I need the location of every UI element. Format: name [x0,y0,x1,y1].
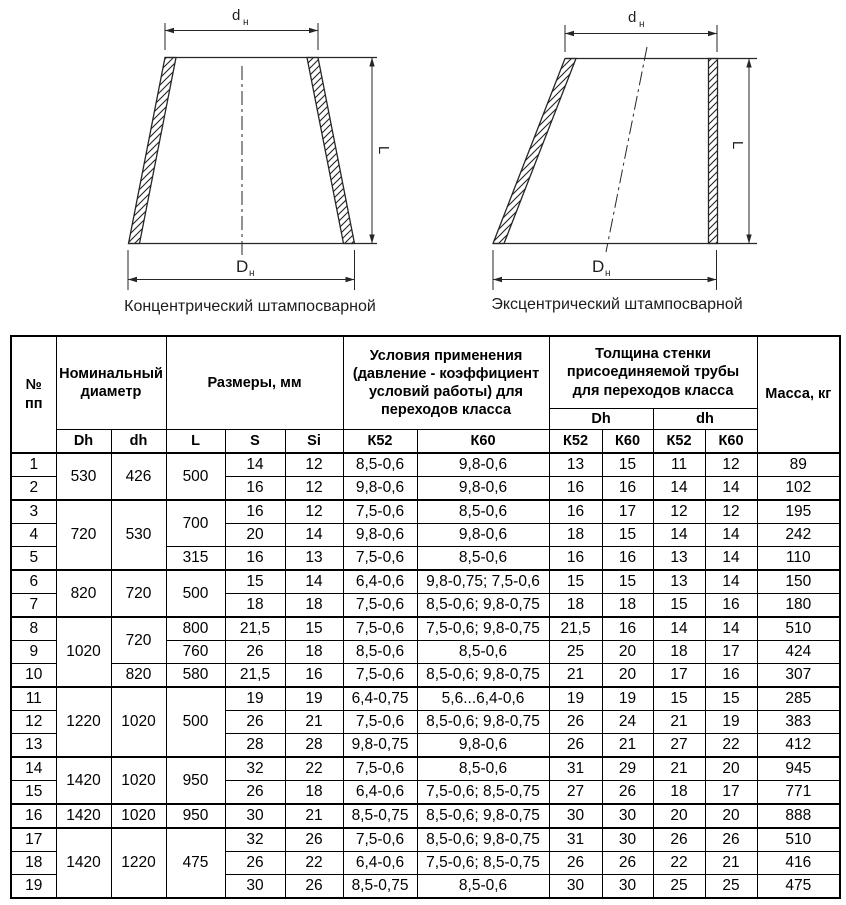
col-header-tdh-k52: К52 [653,430,705,454]
cell-dh: 1020 [111,804,166,828]
col-header-num-line1: № [25,377,42,394]
arrow-left-icon [493,277,502,282]
concentric-reducer-diagram [128,23,377,290]
cell-dh: 1020 [111,687,166,757]
table-row [11,804,840,828]
cell-cond-k60: 9,8-0,6 [417,734,549,758]
cell-dh: 530 [111,500,166,570]
dn-label: d [232,7,241,24]
cell-tDn-k60: 29 [602,757,653,781]
cell-cond-k60: 9,8-0,75; 7,5-0,6 [417,570,549,594]
cell-tdh-k52: 12 [653,500,705,524]
cell-cond-k52: 6,4-0,6 [343,570,417,594]
cell-dh: 1020 [111,757,166,804]
left-wall-hatch [493,59,576,244]
cell-S: 30 [225,875,285,899]
cell-row-num: 1 [11,453,56,477]
cell-cond-k60: 8,5-0,6 [417,500,549,524]
cell-tDn-k60: 20 [602,641,653,664]
cell-tDn-k60: 16 [602,617,653,641]
cell-cond-k60: 7,5-0,6; 8,5-0,75 [417,781,549,805]
dn-sub-label: н [243,17,249,28]
cell-Si: 13 [285,547,343,571]
cell-Si: 14 [285,570,343,594]
cell-cond-k52: 7,5-0,6 [343,664,417,688]
cell-tDn-k60: 20 [602,664,653,688]
dn-label: d [628,9,637,26]
cell-Si: 21 [285,711,343,734]
cell-mass: 242 [757,524,840,547]
cell-Dn: 720 [56,500,111,570]
cell-tDn-k52: 21,5 [549,617,602,641]
cell-tDn-k60: 16 [602,547,653,571]
cell-Si: 26 [285,828,343,852]
cell-tDn-k60: 16 [602,477,653,501]
l-dimension [369,58,374,244]
reducers-spec-table [10,335,841,899]
col-header-S: S [225,430,285,454]
arrow-down-icon [746,235,751,244]
cell-Dn: 1420 [56,804,111,828]
cell-row-num: 18 [11,852,56,875]
cell-Dn: 1020 [56,617,111,687]
cell-tDn-k52: 30 [549,804,602,828]
cell-S: 26 [225,781,285,805]
cell-tDn-k60: 26 [602,852,653,875]
cell-row-num: 15 [11,781,56,805]
cell-S: 26 [225,852,285,875]
col-header-thickness-dh: dh [653,409,757,430]
cell-tDn-k60: 24 [602,711,653,734]
cell-Dn: 1220 [56,687,111,757]
arrow-right-icon [309,28,318,33]
cell-tDn-k52: 16 [549,547,602,571]
cell-row-num: 9 [11,641,56,664]
arrow-left-icon [128,277,137,282]
cell-tDn-k52: 27 [549,781,602,805]
cell-tDn-k60: 30 [602,875,653,899]
cell-tdh-k60: 15 [705,687,757,711]
cell-S: 21,5 [225,664,285,688]
cell-tDn-k52: 18 [549,594,602,618]
cell-tdh-k60: 16 [705,594,757,618]
cell-cond-k60: 5,6...6,4-0,6 [417,687,549,711]
cell-L: 950 [166,757,225,804]
cell-tdh-k60: 17 [705,641,757,664]
arrow-left-icon [165,28,174,33]
Dn-sub-label: н [605,268,611,279]
reducer-diagrams-svg [0,0,846,332]
cell-L: 315 [166,547,225,571]
cell-Si: 18 [285,781,343,805]
cell-tdh-k52: 18 [653,781,705,805]
cell-cond-k60: 7,5-0,6; 8,5-0,75 [417,852,549,875]
cell-Si: 18 [285,641,343,664]
cell-tDn-k52: 25 [549,641,602,664]
right-wall-hatch [709,59,718,244]
cell-row-num: 13 [11,734,56,758]
cell-cond-k52: 6,4-0,75 [343,687,417,711]
cell-cond-k52: 8,5-0,6 [343,641,417,664]
cell-S: 21,5 [225,617,285,641]
cell-Si: 16 [285,664,343,688]
table-body [11,453,840,898]
cell-S: 16 [225,477,285,501]
cell-cond-k52: 6,4-0,6 [343,852,417,875]
cell-Si: 12 [285,453,343,477]
cell-tdh-k60: 26 [705,828,757,852]
arrow-right-icon [346,277,355,282]
cell-mass: 475 [757,875,840,899]
cell-mass: 424 [757,641,840,664]
cell-cond-k60: 9,8-0,6 [417,477,549,501]
cell-cond-k52: 7,5-0,6 [343,617,417,641]
cell-cond-k52: 8,5-0,6 [343,453,417,477]
cell-mass: 307 [757,664,840,688]
cell-Si: 19 [285,687,343,711]
cell-cond-k60: 8,5-0,6; 9,8-0,75 [417,594,549,618]
cell-S: 20 [225,524,285,547]
cell-row-num: 19 [11,875,56,899]
cell-mass: 180 [757,594,840,618]
cell-mass: 195 [757,500,840,524]
cell-Dn: 1420 [56,757,111,804]
table-header [11,336,840,453]
cell-tdh-k60: 17 [705,781,757,805]
cell-tdh-k60: 25 [705,875,757,899]
col-header-wall-thickness: Толщина стенки присоединяемой трубы для переходов класса [549,336,757,409]
cell-L: 500 [166,687,225,757]
cell-tDn-k52: 26 [549,711,602,734]
cell-dh: 720 [111,617,166,664]
cell-tDn-k60: 18 [602,594,653,618]
cell-tdh-k52: 13 [653,570,705,594]
l-label: L [375,145,392,155]
cell-tDn-k52: 13 [549,453,602,477]
table-row [11,828,840,852]
eccentric-reducer-diagram [493,25,757,290]
right-wall-hatch [307,58,355,244]
cell-tdh-k52: 20 [653,804,705,828]
cell-cond-k52: 7,5-0,6 [343,757,417,781]
cell-mass: 102 [757,477,840,501]
col-header-num-line2: пп [24,395,43,412]
cell-row-num: 17 [11,828,56,852]
cell-Si: 21 [285,804,343,828]
cell-L: 700 [166,500,225,547]
centerline [606,47,647,252]
cell-cond-k60: 8,5-0,6; 9,8-0,75 [417,804,549,828]
cell-Si: 15 [285,617,343,641]
cell-tDn-k60: 15 [602,570,653,594]
cell-tdh-k60: 21 [705,852,757,875]
cell-tdh-k52: 26 [653,828,705,852]
cell-mass: 510 [757,828,840,852]
cell-tdh-k52: 18 [653,641,705,664]
cell-row-num: 6 [11,570,56,594]
arrow-up-icon [369,58,374,67]
cell-dh: 820 [111,664,166,688]
cell-L: 580 [166,664,225,688]
col-header-tdh-k60: К60 [705,430,757,454]
cell-tDn-k60: 17 [602,500,653,524]
cell-mass: 285 [757,687,840,711]
cell-tdh-k60: 14 [705,547,757,571]
cell-L: 475 [166,828,225,898]
col-header-cond-k60: К60 [417,430,549,454]
cell-tDn-k60: 30 [602,828,653,852]
cell-L: 500 [166,570,225,617]
table-row [11,687,840,711]
col-header-tDn-k52: К52 [549,430,602,454]
cell-cond-k52: 6,4-0,6 [343,781,417,805]
col-header-Dn: Dh [56,430,111,454]
cell-tDn-k52: 31 [549,828,602,852]
cell-cond-k52: 9,8-0,6 [343,524,417,547]
cell-Si: 12 [285,477,343,501]
cell-cond-k60: 8,5-0,6 [417,875,549,899]
cell-L: 950 [166,804,225,828]
cell-tdh-k60: 14 [705,617,757,641]
cell-dh: 426 [111,453,166,500]
cell-tdh-k60: 16 [705,664,757,688]
col-header-sizes: Размеры, мм [166,336,343,430]
col-header-Si: Si [285,430,343,454]
cell-tdh-k52: 22 [653,852,705,875]
cell-S: 18 [225,594,285,618]
cell-L: 760 [166,641,225,664]
cell-tdh-k52: 13 [653,547,705,571]
cell-mass: 416 [757,852,840,875]
cell-tdh-k52: 17 [653,664,705,688]
cell-Dn: 1420 [56,828,111,898]
cell-S: 16 [225,547,285,571]
cell-row-num: 8 [11,617,56,641]
cell-mass: 945 [757,757,840,781]
cell-L: 800 [166,617,225,641]
cell-tdh-k52: 15 [653,687,705,711]
cell-S: 14 [225,453,285,477]
cell-row-num: 12 [11,711,56,734]
cell-tdh-k60: 20 [705,757,757,781]
cell-S: 32 [225,757,285,781]
cell-mass: 510 [757,617,840,641]
cell-row-num: 11 [11,687,56,711]
cell-mass: 110 [757,547,840,571]
col-header-mass: Масса, кг [757,336,840,453]
dn-top-dimension [165,23,318,50]
cell-Si: 28 [285,734,343,758]
table-row [11,570,840,594]
cell-cond-k52: 8,5-0,75 [343,804,417,828]
cell-Si: 14 [285,524,343,547]
table-row [11,757,840,781]
cell-tdh-k60: 12 [705,453,757,477]
col-header-tDn-k60: К60 [602,430,653,454]
arrow-down-icon [369,235,374,244]
cell-tdh-k52: 14 [653,477,705,501]
cell-Si: 26 [285,875,343,899]
cell-cond-k60: 7,5-0,6; 9,8-0,75 [417,617,549,641]
col-header-L: L [166,430,225,454]
cell-cond-k60: 8,5-0,6; 9,8-0,75 [417,711,549,734]
cell-Si: 22 [285,852,343,875]
table-row [11,500,840,524]
cell-Si: 18 [285,594,343,618]
cell-tdh-k60: 20 [705,804,757,828]
left-wall-hatch [129,58,177,244]
cell-tdh-k60: 14 [705,524,757,547]
cell-tdh-k60: 22 [705,734,757,758]
cell-cond-k60: 8,5-0,6; 9,8-0,75 [417,828,549,852]
dn-sub-label: н [639,19,645,30]
cell-dh: 720 [111,570,166,617]
cell-tDn-k60: 26 [602,781,653,805]
arrow-right-icon [708,277,717,282]
table-row [11,664,840,688]
arrow-left-icon [565,31,574,36]
cell-tdh-k52: 25 [653,875,705,899]
cell-row-num: 5 [11,547,56,571]
col-header-num [11,336,56,453]
cell-tdh-k52: 11 [653,453,705,477]
cell-mass: 150 [757,570,840,594]
cell-tdh-k52: 14 [653,524,705,547]
cell-cond-k60: 9,8-0,6 [417,453,549,477]
arrow-right-icon [708,31,717,36]
col-header-thickness-Dn: Dh [549,409,653,430]
cell-tdh-k52: 21 [653,757,705,781]
cell-tdh-k52: 15 [653,594,705,618]
cell-Dn: 530 [56,453,111,500]
cell-cond-k60: 9,8-0,6 [417,524,549,547]
cell-dh: 1220 [111,828,166,898]
Dn-label: D [592,257,605,276]
diagram-area [0,0,846,332]
cell-cond-k60: 8,5-0,6 [417,547,549,571]
cell-cond-k60: 8,5-0,6; 9,8-0,75 [417,664,549,688]
cell-tdh-k52: 21 [653,711,705,734]
cell-tDn-k52: 30 [549,875,602,899]
cell-S: 30 [225,804,285,828]
cell-S: 26 [225,641,285,664]
cell-S: 15 [225,570,285,594]
cell-tdh-k60: 14 [705,570,757,594]
l-dimension [746,59,751,244]
cell-tdh-k52: 27 [653,734,705,758]
cell-mass: 771 [757,781,840,805]
cell-S: 26 [225,711,285,734]
cell-Dn: 820 [56,570,111,617]
cell-row-num: 14 [11,757,56,781]
cell-tDn-k52: 15 [549,570,602,594]
cell-tDn-k60: 15 [602,524,653,547]
cell-row-num: 3 [11,500,56,524]
cell-cond-k52: 7,5-0,6 [343,500,417,524]
cell-tDn-k60: 15 [602,453,653,477]
cell-tDn-k60: 19 [602,687,653,711]
cell-tdh-k60: 14 [705,477,757,501]
concentric-caption: Концентрический штампосварной [124,298,376,315]
cell-S: 28 [225,734,285,758]
cell-L: 500 [166,453,225,500]
cell-tDn-k52: 16 [549,477,602,501]
cell-row-num: 7 [11,594,56,618]
cell-tDn-k52: 16 [549,500,602,524]
cell-cond-k52: 9,8-0,6 [343,477,417,501]
cell-S: 32 [225,828,285,852]
cell-row-num: 2 [11,477,56,501]
cell-mass: 89 [757,453,840,477]
arrow-up-icon [746,59,751,68]
cell-cond-k52: 7,5-0,6 [343,547,417,571]
col-header-cond-k52: К52 [343,430,417,454]
cell-tDn-k60: 21 [602,734,653,758]
cell-cond-k52: 8,5-0,75 [343,875,417,899]
cell-S: 16 [225,500,285,524]
cell-tDn-k60: 30 [602,804,653,828]
cell-mass: 412 [757,734,840,758]
cell-cond-k60: 8,5-0,6 [417,641,549,664]
table-row [11,453,840,477]
l-label: L [729,140,746,150]
cell-mass: 383 [757,711,840,734]
cell-mass: 888 [757,804,840,828]
cell-tDn-k52: 26 [549,734,602,758]
cell-row-num: 4 [11,524,56,547]
cell-tDn-k52: 21 [549,664,602,688]
cell-tDn-k52: 18 [549,524,602,547]
cell-cond-k52: 7,5-0,6 [343,594,417,618]
col-header-nominal-diameter: Номинальный диаметр [56,336,166,430]
cell-tDn-k52: 31 [549,757,602,781]
cell-tdh-k60: 19 [705,711,757,734]
eccentric-caption: Эксцентрический штампосварной [491,296,743,313]
cell-S: 19 [225,687,285,711]
cell-cond-k60: 8,5-0,6 [417,757,549,781]
col-header-dh: dh [111,430,166,454]
cell-tdh-k52: 14 [653,617,705,641]
Dn-label: D [236,257,249,276]
col-header-conditions: Условия применения (давление - коэффициент условий работы) для переходов класса [343,336,549,430]
cell-cond-k52: 7,5-0,6 [343,711,417,734]
cell-cond-k52: 9,8-0,75 [343,734,417,758]
cell-row-num: 16 [11,804,56,828]
cell-Si: 12 [285,500,343,524]
cell-tDn-k52: 19 [549,687,602,711]
cell-cond-k52: 7,5-0,6 [343,828,417,852]
cell-row-num: 10 [11,664,56,688]
table-row [11,617,840,641]
cell-Si: 22 [285,757,343,781]
cell-tDn-k52: 26 [549,852,602,875]
Dn-sub-label: н [249,268,255,279]
cell-tdh-k60: 12 [705,500,757,524]
